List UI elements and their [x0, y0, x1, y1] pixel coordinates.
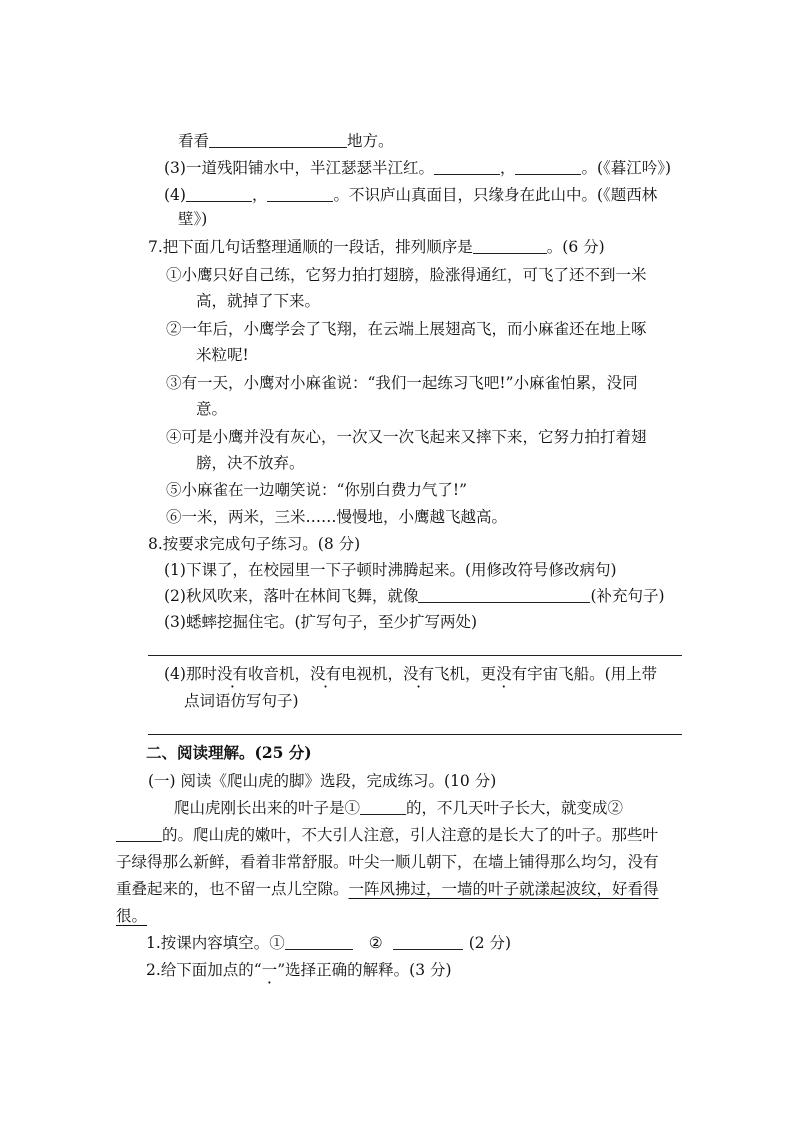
sentence-1: ①小鹰只好自己练，它努力拍打翅膀，脸涨得通红，可飞了还不到一米 — [166, 266, 647, 284]
question-text: 7.把下面几句话整理通顺的一段话，排列顺序是 — [148, 238, 473, 256]
answer-blank[interactable] — [116, 825, 162, 842]
question-8-item-3: (3)蟋蟀挖掘住宅。(扩写句子，至少扩写两处) — [164, 613, 478, 631]
passage-text: 的。爬山虎的嫩叶，不大引人注意，引人注意的是长大了的叶子。那些叶 — [162, 826, 659, 844]
poem-text: 。不识庐山真面目，只缘身在此山中。(《题西林 — [333, 186, 658, 204]
question-text: ② — [368, 934, 383, 952]
answer-blank[interactable] — [434, 158, 500, 175]
dotted-word: 没有 — [310, 665, 342, 683]
question-text: (2 分) — [468, 934, 512, 952]
dotted-word: 更没有 — [480, 665, 528, 683]
underlined-sentence: 很。 — [116, 907, 148, 925]
sentence-3-cont: 意。 — [196, 400, 228, 418]
poem-line-1 — [178, 130, 394, 152]
answer-blank[interactable] — [267, 185, 333, 202]
sentence-5: ⑤小麻雀在一边嘲笑说：“你别白费力气了!” — [166, 481, 468, 499]
sentence-3: ③有一天，小鹰对小麻雀说：“我们一起练习飞吧!”小麻雀怕累，没同 — [166, 374, 638, 392]
poem-text: 地方。 — [347, 132, 394, 150]
question-text: 收音机， — [247, 665, 310, 683]
passage-line-4 — [116, 878, 659, 900]
poem-line-2 — [164, 157, 671, 179]
passage-subtitle: (一) 阅读《爬山虎的脚》选段，完成练习。(10 分) — [148, 772, 497, 790]
question-text: 2.给下面加点的“ — [146, 961, 262, 979]
passage-line-3: 子绿得那么新鲜，看着非常舒服。叶尖一顺儿朝下，在墙上铺得那么均匀，没有 — [116, 853, 659, 871]
sentence-4: ④可是小鹰并没有灰心，一次又一次飞起来又摔下来，它努力拍打着翅 — [166, 428, 647, 446]
answer-blank[interactable] — [285, 933, 353, 950]
poem-line-4: 壁》) — [178, 210, 208, 228]
answer-blank[interactable] — [209, 131, 347, 148]
answer-blank[interactable] — [360, 798, 406, 815]
poem-text: 。(《暮江吟》) — [581, 159, 672, 177]
question-text: (2)秋风吹来，落叶在林间飞舞，就像 — [164, 587, 419, 605]
question-8-item-4 — [164, 663, 657, 685]
passage-text: 爬山虎刚长出来的叶子是① — [174, 799, 361, 817]
poem-text: (3)一道残阳铺水中，半江瑟瑟半江红。 — [164, 159, 434, 177]
question-8-item-2 — [164, 585, 665, 607]
question-text: 1.按课内容填空。① — [146, 934, 285, 952]
question-text: 宇宙飞船。(用上带 — [527, 665, 658, 683]
sentence-2: ②一年后，小鹰学会了飞翔，在云端上展翅高飞，而小麻雀还在地上啄 — [166, 320, 647, 338]
passage-line-5 — [116, 905, 147, 927]
sentence-4-cont: 膀，决不放弃。 — [196, 454, 305, 472]
question-text: 电视机， — [341, 665, 404, 683]
dotted-word: 一 — [261, 961, 278, 979]
poem-text: 看看 — [178, 132, 210, 150]
question-text: (补充句子) — [590, 587, 665, 605]
poem-line-3 — [164, 184, 657, 206]
sentence-2-cont: 米粒呢! — [196, 346, 249, 364]
sentence-6: ⑥一米，两米，三米……慢慢地，小鹰越飞越高。 — [166, 508, 508, 526]
question-text: 飞机， — [434, 665, 481, 683]
answer-blank[interactable] — [186, 185, 252, 202]
answer-line[interactable] — [148, 655, 682, 656]
reading-question-1 — [146, 932, 511, 954]
question-text: ”选择正确的解释。(3 分) — [277, 961, 452, 979]
answer-line[interactable] — [148, 734, 682, 735]
reading-question-2 — [146, 959, 452, 981]
passage-text: 的，不几天叶子长大，就变成② — [406, 799, 624, 817]
passage-line-1 — [174, 797, 623, 819]
passage-line-2 — [116, 824, 658, 846]
poem-text: ， — [251, 186, 268, 204]
poem-text: ， — [499, 159, 516, 177]
question-8-item-1: (1)下课了，在校园里一下子顿时沸腾起来。(用修改符号修改病句) — [164, 561, 617, 579]
answer-blank[interactable] — [418, 586, 590, 603]
answer-blank[interactable] — [515, 158, 581, 175]
passage-text: 重叠起来的，也不留一点儿空隙。 — [116, 880, 349, 898]
section-2-title: 二、阅读理解。(25 分) — [146, 743, 312, 762]
question-8-item-4-cont: 点词语仿写句子) — [184, 692, 299, 710]
poem-text: (4) — [164, 186, 186, 204]
question-8-title: 8.按要求完成句子练习。(8 分) — [148, 535, 361, 553]
dotted-word: 没有 — [216, 665, 248, 683]
answer-blank[interactable] — [393, 933, 463, 950]
dotted-word: 没有 — [403, 665, 435, 683]
question-text: (4)那时 — [164, 665, 217, 683]
answer-blank[interactable] — [473, 237, 547, 254]
question-7-title — [148, 236, 605, 258]
question-text: 。(6 分) — [546, 238, 605, 256]
sentence-1-cont: 高，就掉了下来。 — [196, 292, 321, 310]
underlined-sentence: 一阵风拂过，一墙的叶子就漾起波纹，好看得 — [348, 880, 659, 898]
